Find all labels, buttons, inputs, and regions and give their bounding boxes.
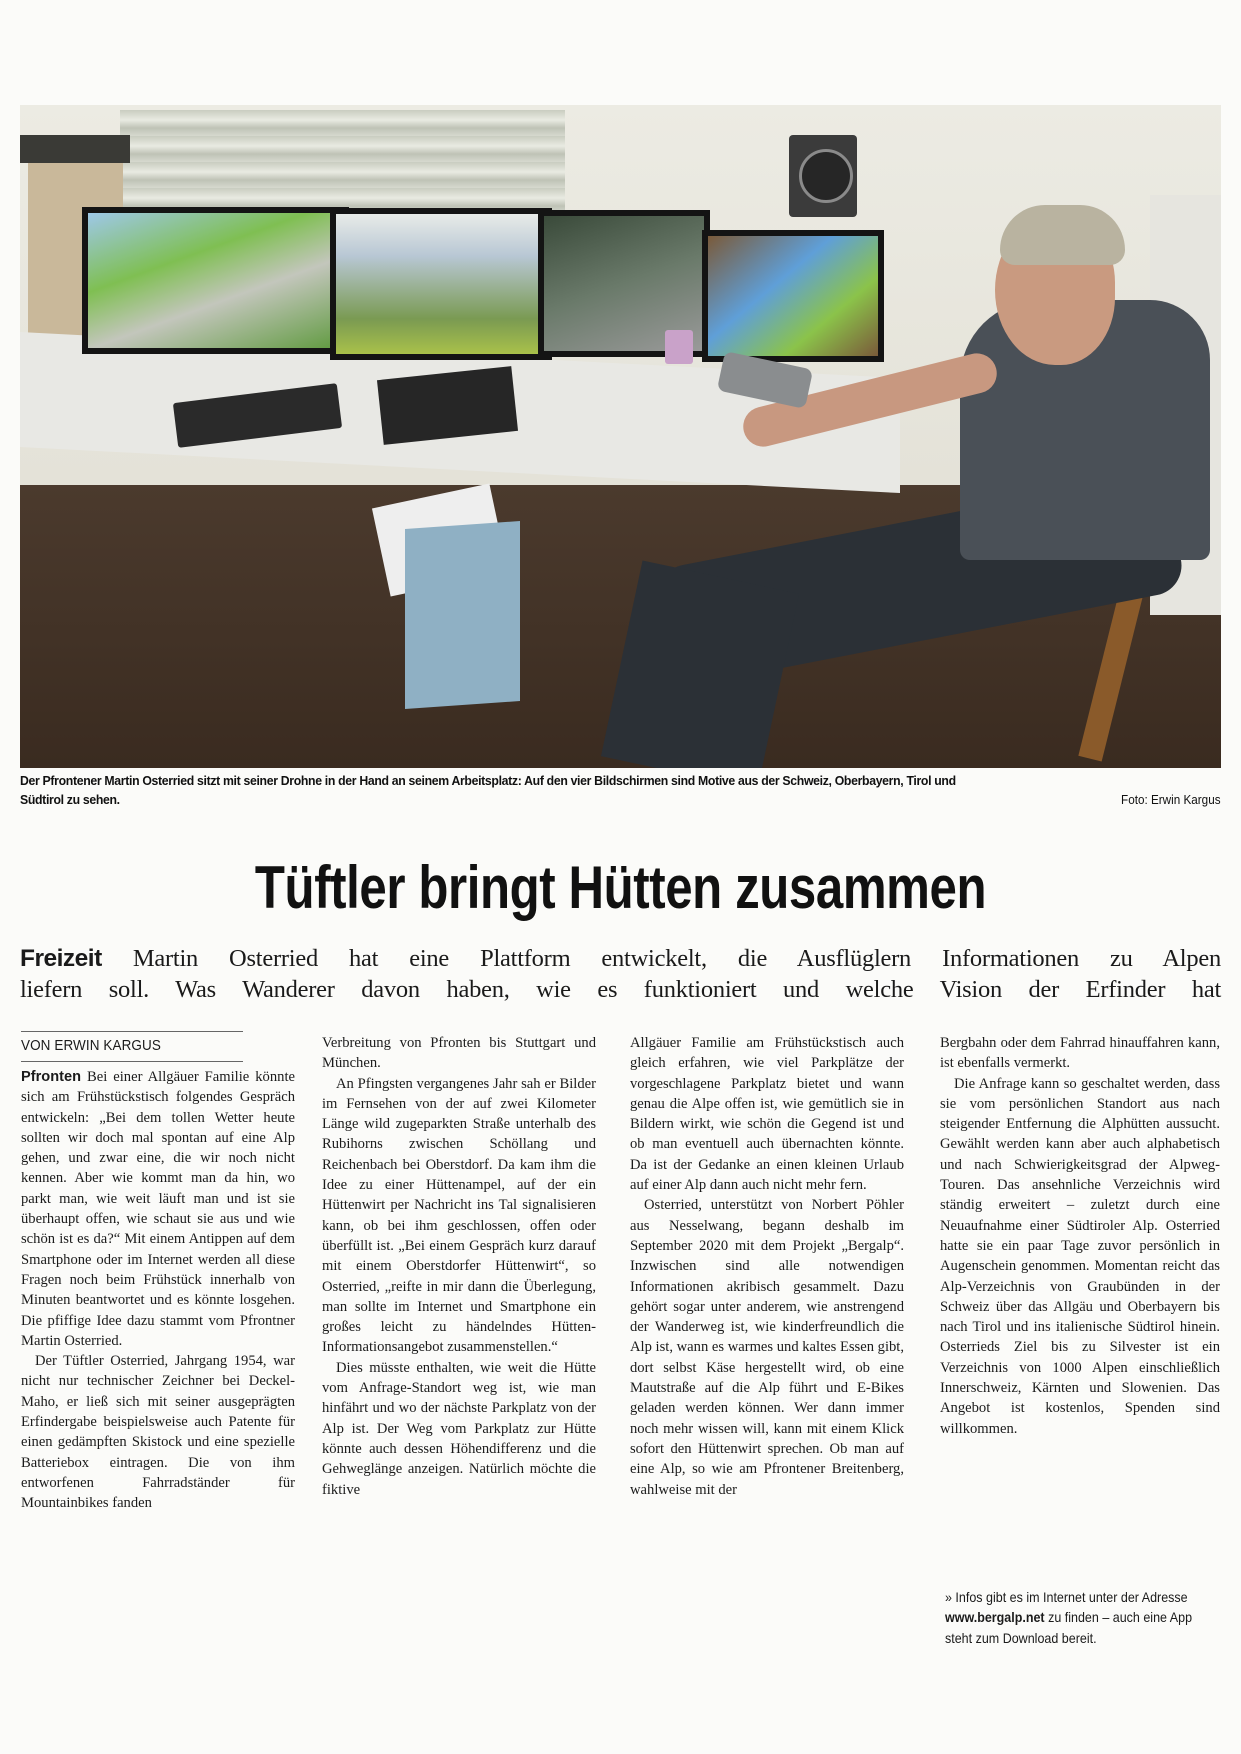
photo-speaker bbox=[789, 135, 857, 217]
photo-box-lid bbox=[20, 135, 130, 163]
caption-line-2: Südtirol zu sehen. bbox=[20, 792, 120, 807]
article-photo bbox=[20, 105, 1221, 768]
photo-caption bbox=[20, 771, 1220, 809]
deck-kicker: Freizeit bbox=[20, 945, 102, 972]
paragraph: Bergbahn oder dem Fahrrad hinauffahren kann, ist ebenfalls vermerkt. bbox=[940, 1035, 1220, 1072]
info-suffix: zu finden – auch eine App steht zum Download bereit. bbox=[945, 1610, 1193, 1646]
paragraph: Osterried, unterstützt von Norbert Pöhler aus Nesselwang, begann deshalb im September 2020 mit dem Projekt „Bergalp“. Inzwischen sind alle notwendigen Informationen akribisch gesammelt. Dazu gehört sogar unter anderem, wie anstrengend der Wanderweg ist, wie kinderfreundlich die Alp ist, wann es warmes und kaltes Essen gibt, dort selbst Käse hergestellt wird, ob eine Mautstraße auf die Alp führt und E-Bikes geladen werden können. Wer dann immer noch mehr wissen will, kann mit einem Klick sofort den Hüttenwirt sprechen. Ob man auf eine Alp, so wie am Pfrontener Breitenberg, wahlweise mit der bbox=[630, 1197, 904, 1498]
byline-rule-top bbox=[21, 1031, 243, 1032]
photo-monitor-2 bbox=[330, 208, 552, 360]
photo-monitor-1 bbox=[82, 207, 349, 354]
dateline: Pfronten bbox=[21, 1069, 81, 1085]
column-2 bbox=[322, 1033, 596, 1500]
paragraph: An Pfingsten vergangenes Jahr sah er Bilder im Fernsehen von der auf zwei Kilometer Länge wild zugeparkten Straße unterhalb des Rubihorns zwischen Schöllang und Reichenbach bei Oberstdorf. Da kam ihm die Idee zu einer Hüttenampel, auf der ein Hüttenwirt per Nachricht ins Tal signalisieren kann, ob bei ihm geschlossen, offen oder überfüllt ist. „Bei einem Gespräch kurz darauf mit einem Oberstdorfer Hüttenwirt“, so Osterried, „reifte in mir dann die Überlegung, man sollte im Internet und Smartphone ein großes leicht zu händelndes Hütten-Informationsangebot zusammenstellen.“ bbox=[322, 1075, 596, 1356]
headline: Tüftler bringt Hütten zusammen bbox=[254, 854, 987, 921]
deck-text-1: Martin Osterried hat eine Plattform entwickelt, die Ausflüglern Informationen zu Alpen bbox=[132, 945, 1221, 972]
photo-crate bbox=[405, 521, 520, 709]
photo-monitor-4 bbox=[702, 230, 884, 362]
column-3 bbox=[630, 1033, 904, 1500]
paragraph-text: Bei einer Allgäuer Familie könnte sich am Frühstückstisch folgendes Gespräch entwickeln: „Bei dem tollen Wetter heute sollten wir doch mal spontan auf eine Alp gehen, und zwar eine, die wir noch nicht kennen. Aber wie kommt man da hin, wo parkt man, wie weit läuft man und ist sie überhaupt offen, wie schaut sie aus und wie schön ist es da?“ Mit einem Antippen auf dem Smartphone oder im Internet werden all diese Fragen noch beim Frühstück innerhalb von Minuten beantwortet und es könnte losgehen. Die pfiffige Idee dazu stammt vom Pfrontner Martin Osterried. bbox=[21, 1069, 295, 1349]
column-1 bbox=[21, 1067, 295, 1514]
byline-rule-bottom bbox=[21, 1061, 243, 1062]
deck-line-1 bbox=[20, 943, 1221, 974]
photo-mug bbox=[665, 330, 693, 364]
photo-credit: Foto: Erwin Kargus bbox=[1121, 792, 1221, 807]
info-prefix: » Infos gibt es im Internet unter der Adresse bbox=[945, 1590, 1188, 1605]
info-url-link[interactable]: www.bergalp.net bbox=[945, 1610, 1045, 1626]
byline: VON ERWIN KARGUS bbox=[21, 1037, 161, 1054]
info-box bbox=[945, 1588, 1212, 1649]
paragraph: Verbreitung von Pfronten bis Stuttgart und München. bbox=[322, 1035, 596, 1072]
paragraph: Allgäuer Familie am Frühstückstisch auch gleich erfahren, wie viel Parkplätze der vorgeschlagene Parkplatz bietet und wann genau die Alpe offen ist, wie gemütlich sie in Bildern wirkt, wie schön die Gegend ist und ob man eventuell auch übernachten könnte. Da ist der Gedanke an einen kleinen Urlaub auf einer Alp dann auch nicht mehr fern. bbox=[630, 1035, 904, 1194]
paragraph bbox=[21, 1067, 295, 1351]
column-4 bbox=[940, 1033, 1220, 1439]
deck bbox=[20, 943, 1221, 1005]
paragraph: Der Tüftler Osterried, Jahrgang 1954, war nicht nur technischer Zeichner bei Deckel-Maho, er ließ sich mit seiner ausgeprägten Erfindergabe beispielsweise auch Patente für einen gedämpften Skistock und eine spezielle Batteriebox eintragen. Die von ihm entworfenen Fahrradständer für Mountainbikes fanden bbox=[21, 1353, 295, 1512]
paragraph: Dies müsste enthalten, wie weit die Hütte vom Anfrage-Standort weg ist, wie man hinfährt und wo der nächste Parkplatz von der Alp ist. Der Weg vom Parkplatz zur Hütte könnte auch dessen Höhendifferenz und die Gehweglänge anzeigen. Natürlich möchte die fiktive bbox=[322, 1359, 596, 1498]
photo-man-hair bbox=[1000, 205, 1125, 265]
paragraph: Die Anfrage kann so geschaltet werden, dass sie vom persönlichen Standort aus nach steigender Entfernung die Alphütten aussucht. Gewählt werden kann aber auch alphabetisch und nach Schwierigkeitsgrad der Alpweg-Touren. Das ansehnliche Verzeichnis wird ständig erweitert – zuletzt durch eine Neuaufnahme einer Südtiroler Alp. Osterried hatte sie ein paar Tage zuvor persönlich in Augenschein genommen. Momentan reicht das Alp-Verzeichnis von Graubünden in der Schweiz über das Allgäu und Oberbayern bis nach Tirol und ins italienische Südtirol hinein. Osterrieds Ziel bis zu Silvester ist ein Verzeichnis von 1000 Alpen einschließlich Innerschweiz, Kärnten und Slowenien. Das Angebot ist kostenlos, Spenden sind willkommen. bbox=[940, 1075, 1220, 1437]
caption-line-1: Der Pfrontener Martin Osterried sitzt mit seiner Drohne in der Hand an seinem Arbeitsplatz: Auf den vier Bildschirmen sind Motive aus der Schweiz, Oberbayern, Tirol und bbox=[20, 773, 956, 788]
deck-line-2: liefern soll. Was Wanderer davon haben, wie es funktioniert und welche Vision der Erfinder hat bbox=[20, 976, 1221, 1003]
